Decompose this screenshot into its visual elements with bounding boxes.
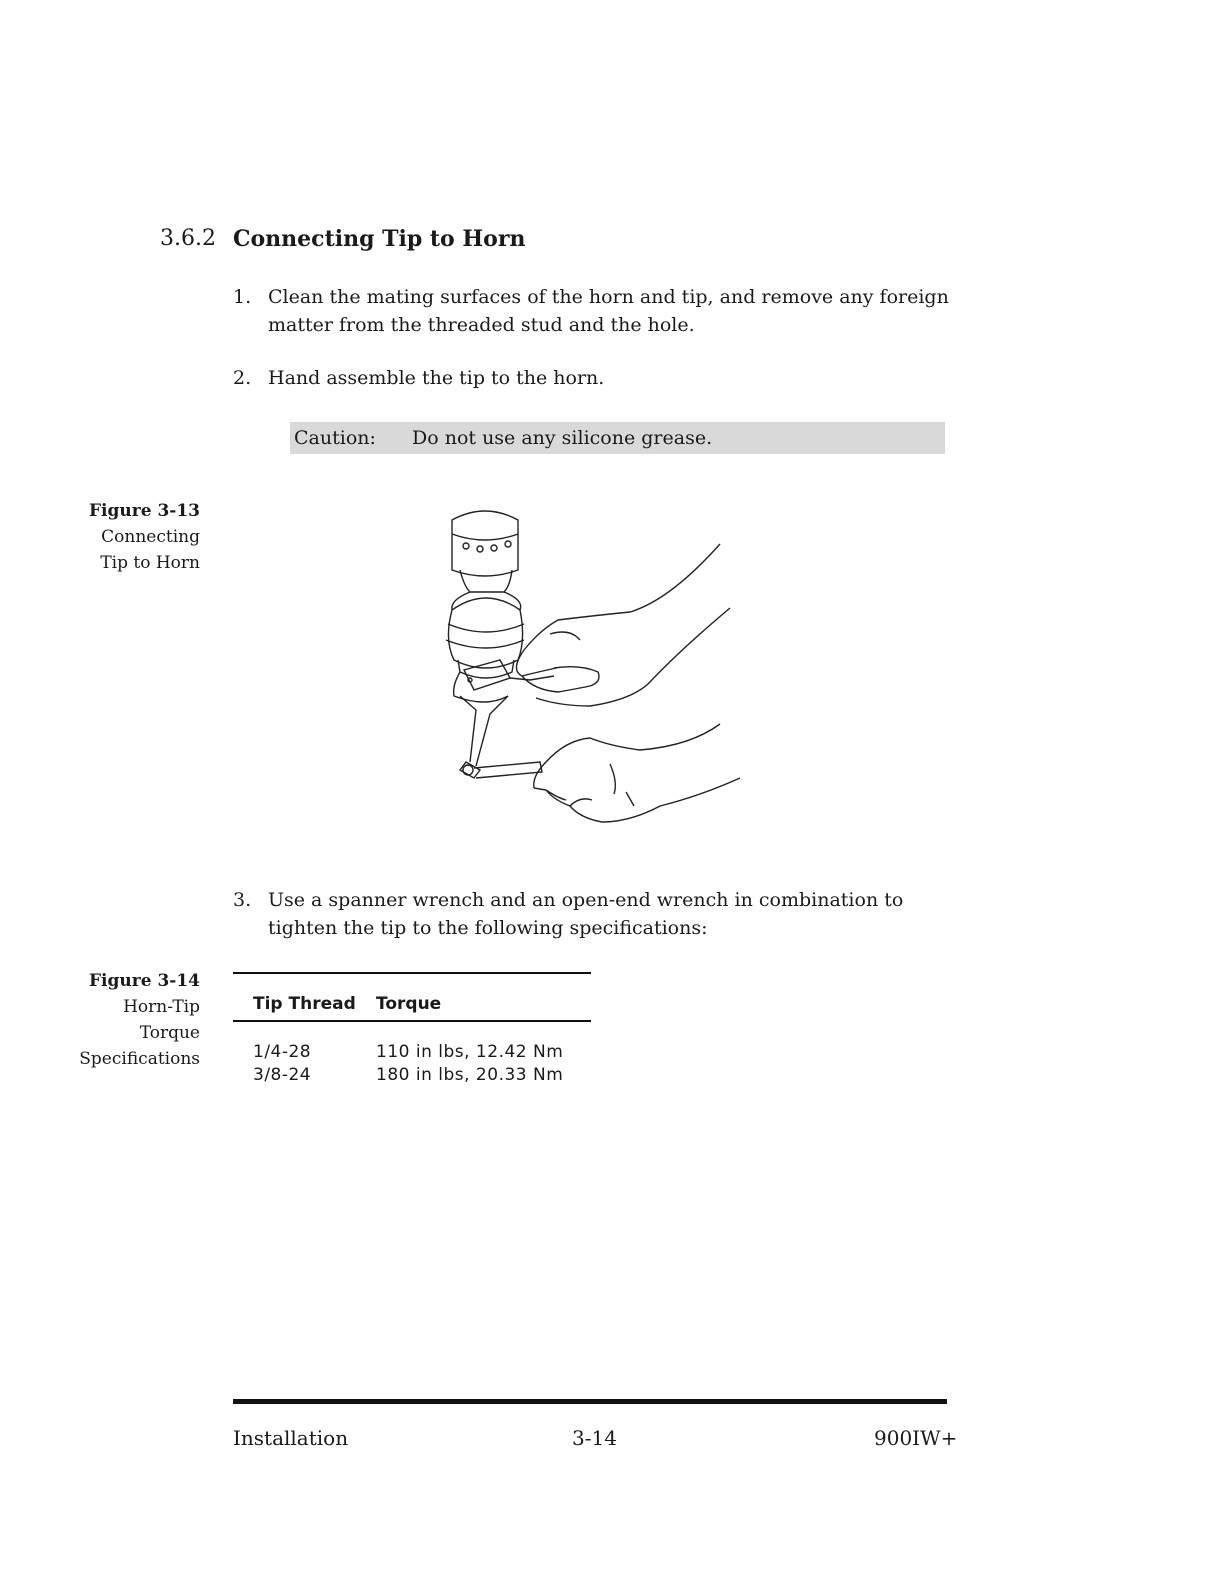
page-number: 3-14 [572, 1426, 617, 1450]
step-number: 3. [233, 889, 252, 911]
step-text: Hand assemble the tip to the horn. [268, 367, 605, 389]
footer-chapter: Installation [233, 1426, 349, 1450]
figure-caption-line: Connecting [101, 527, 200, 547]
table-top-rule [233, 972, 591, 974]
step-text: Use a spanner wrench and an open-end wrench in combination to tighten the tip to the following specifications: [268, 889, 904, 939]
figure-caption-line: Torque [139, 1023, 200, 1043]
section-number: 3.6.2 [160, 226, 216, 251]
table-header-tip-thread: Tip Thread [253, 994, 356, 1014]
figure-label: Figure 3-13 [88, 501, 200, 521]
tip-to-horn-illustration [430, 500, 760, 840]
table-header-rule [233, 1020, 591, 1022]
figure-caption-line: Specifications [79, 1049, 200, 1069]
caution-banner [290, 422, 945, 454]
caution-message: Do not use any silicone grease. [412, 427, 713, 449]
step-number: 1. [233, 286, 252, 308]
figure-label: Figure 3-14 [88, 971, 200, 991]
caution-label: Caution: [294, 427, 376, 449]
figure-caption-line: Tip to Horn [100, 553, 200, 573]
section-title: Connecting Tip to Horn [233, 226, 526, 252]
step-number: 2. [233, 367, 252, 389]
table-cell-torque: 110 in lbs, 12.42 Nm [376, 1042, 564, 1062]
table-cell-thread: 3/8-24 [253, 1065, 312, 1085]
table-header-torque: Torque [376, 994, 442, 1014]
footer-model: 900IW+ [874, 1426, 958, 1450]
step-text: Clean the mating surfaces of the horn and tip, and remove any foreign matter from the threaded stud and the hole. [268, 286, 949, 336]
table-cell-torque: 180 in lbs, 20.33 Nm [376, 1065, 564, 1085]
figure-13-caption [10, 498, 200, 576]
footer-rule [233, 1399, 947, 1404]
table-cell-thread: 1/4-28 [253, 1042, 312, 1062]
figure-14-caption [10, 968, 200, 1072]
figure-caption-line: Horn-Tip [123, 997, 200, 1017]
